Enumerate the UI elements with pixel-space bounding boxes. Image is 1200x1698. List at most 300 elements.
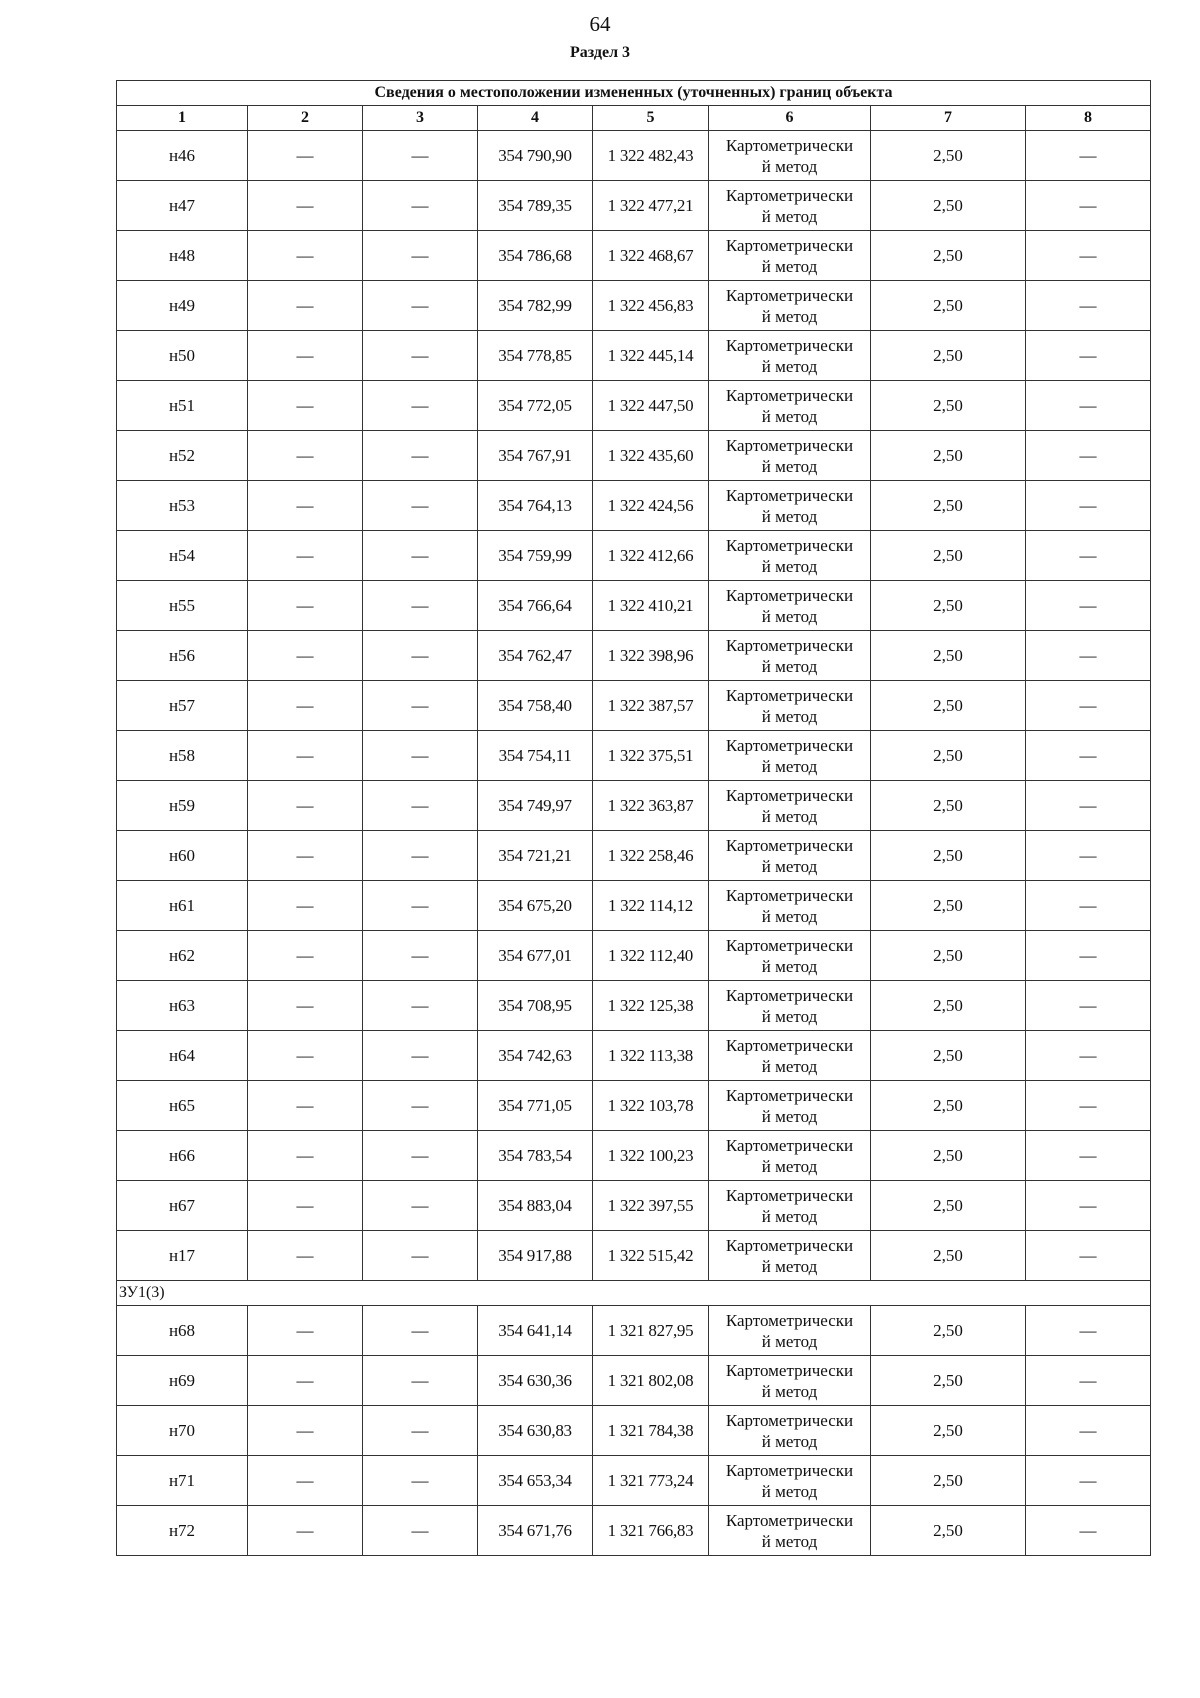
precision-cell: 2,50 <box>871 881 1026 931</box>
method-line-2: й метод <box>761 706 818 726</box>
method-line-1: Картометрически <box>725 135 854 155</box>
empty-dash-cell: — <box>363 1406 478 1456</box>
empty-dash-cell: — <box>1026 831 1151 881</box>
table-row <box>117 1406 1151 1456</box>
y-coordinate-cell: 1 322 410,21 <box>593 581 709 631</box>
method-cell <box>709 531 871 581</box>
column-header: 7 <box>871 106 1026 131</box>
empty-dash-cell: — <box>1026 1181 1151 1231</box>
y-coordinate-cell: 1 322 114,12 <box>593 881 709 931</box>
empty-dash-cell: — <box>248 131 363 181</box>
empty-dash-cell: — <box>363 731 478 781</box>
method-line-1: Картометрически <box>725 1135 854 1155</box>
empty-dash-cell: — <box>363 1356 478 1406</box>
precision-cell: 2,50 <box>871 1181 1026 1231</box>
precision-cell: 2,50 <box>871 581 1026 631</box>
precision-cell: 2,50 <box>871 781 1026 831</box>
empty-dash-cell: — <box>1026 731 1151 781</box>
empty-dash-cell: — <box>248 1231 363 1281</box>
empty-dash-cell: — <box>363 681 478 731</box>
x-coordinate-cell: 354 786,68 <box>478 231 593 281</box>
point-id-cell: н59 <box>117 781 248 831</box>
empty-dash-cell: — <box>248 881 363 931</box>
point-id-cell: н54 <box>117 531 248 581</box>
precision-cell: 2,50 <box>871 331 1026 381</box>
empty-dash-cell: — <box>248 381 363 431</box>
method-line-1: Картометрически <box>725 1360 854 1380</box>
point-id-cell: н57 <box>117 681 248 731</box>
table-row <box>117 981 1151 1031</box>
precision-cell: 2,50 <box>871 1131 1026 1181</box>
method-line-2: й метод <box>761 456 818 476</box>
empty-dash-cell: — <box>1026 881 1151 931</box>
point-id-cell: н47 <box>117 181 248 231</box>
method-line-2: й метод <box>761 156 818 176</box>
empty-dash-cell: — <box>248 1456 363 1506</box>
method-cell <box>709 831 871 881</box>
empty-dash-cell: — <box>248 931 363 981</box>
table-row <box>117 581 1151 631</box>
y-coordinate-cell: 1 322 258,46 <box>593 831 709 881</box>
column-header: 5 <box>593 106 709 131</box>
y-coordinate-cell: 1 322 398,96 <box>593 631 709 681</box>
empty-dash-cell: — <box>363 831 478 881</box>
empty-dash-cell: — <box>363 1031 478 1081</box>
point-id-cell: н48 <box>117 231 248 281</box>
method-cell <box>709 731 871 781</box>
y-coordinate-cell: 1 322 125,38 <box>593 981 709 1031</box>
method-cell <box>709 581 871 631</box>
y-coordinate-cell: 1 322 515,42 <box>593 1231 709 1281</box>
x-coordinate-cell: 354 759,99 <box>478 531 593 581</box>
empty-dash-cell: — <box>363 1181 478 1231</box>
precision-cell: 2,50 <box>871 481 1026 531</box>
column-header-row <box>117 106 1151 131</box>
empty-dash-cell: — <box>248 1131 363 1181</box>
method-line-1: Картометрически <box>725 535 854 555</box>
empty-dash-cell: — <box>1026 381 1151 431</box>
y-coordinate-cell: 1 322 113,38 <box>593 1031 709 1081</box>
precision-cell: 2,50 <box>871 1031 1026 1081</box>
method-line-2: й метод <box>761 906 818 926</box>
column-header: 6 <box>709 106 871 131</box>
y-coordinate-cell: 1 322 375,51 <box>593 731 709 781</box>
x-coordinate-cell: 354 917,88 <box>478 1231 593 1281</box>
empty-dash-cell: — <box>1026 1081 1151 1131</box>
precision-cell: 2,50 <box>871 631 1026 681</box>
empty-dash-cell: — <box>363 931 478 981</box>
precision-cell: 2,50 <box>871 431 1026 481</box>
method-line-2: й метод <box>761 856 818 876</box>
method-line-1: Картометрически <box>725 985 854 1005</box>
empty-dash-cell: — <box>1026 1456 1151 1506</box>
method-cell <box>709 1456 871 1506</box>
table-row <box>117 331 1151 381</box>
y-coordinate-cell: 1 322 100,23 <box>593 1131 709 1181</box>
precision-cell: 2,50 <box>871 831 1026 881</box>
method-line-1: Картометрически <box>725 935 854 955</box>
method-line-1: Картометрически <box>725 1035 854 1055</box>
empty-dash-cell: — <box>1026 1356 1151 1406</box>
table-row <box>117 1506 1151 1556</box>
x-coordinate-cell: 354 754,11 <box>478 731 593 781</box>
empty-dash-cell: — <box>363 1231 478 1281</box>
method-cell <box>709 1356 871 1406</box>
empty-dash-cell: — <box>363 181 478 231</box>
table-row <box>117 1031 1151 1081</box>
empty-dash-cell: — <box>1026 1306 1151 1356</box>
method-line-2: й метод <box>761 206 818 226</box>
table-row <box>117 881 1151 931</box>
empty-dash-cell: — <box>248 481 363 531</box>
x-coordinate-cell: 354 758,40 <box>478 681 593 731</box>
y-coordinate-cell: 1 322 445,14 <box>593 331 709 381</box>
method-cell <box>709 231 871 281</box>
y-coordinate-cell: 1 322 456,83 <box>593 281 709 331</box>
table-row <box>117 431 1151 481</box>
empty-dash-cell: — <box>248 981 363 1031</box>
method-line-2: й метод <box>761 956 818 976</box>
method-line-1: Картометрически <box>725 1510 854 1530</box>
table-row <box>117 1181 1151 1231</box>
method-line-1: Картометрически <box>725 735 854 755</box>
empty-dash-cell: — <box>363 381 478 431</box>
method-cell <box>709 381 871 431</box>
empty-dash-cell: — <box>248 681 363 731</box>
y-coordinate-cell: 1 322 424,56 <box>593 481 709 531</box>
x-coordinate-cell: 354 671,76 <box>478 1506 593 1556</box>
x-coordinate-cell: 354 771,05 <box>478 1081 593 1131</box>
method-cell <box>709 1131 871 1181</box>
method-line-1: Картометрически <box>725 635 854 655</box>
empty-dash-cell: — <box>1026 331 1151 381</box>
empty-dash-cell: — <box>363 881 478 931</box>
method-line-1: Картометрически <box>725 1310 854 1330</box>
empty-dash-cell: — <box>1026 1406 1151 1456</box>
table-row <box>117 181 1151 231</box>
empty-dash-cell: — <box>363 481 478 531</box>
method-line-2: й метод <box>761 1256 818 1276</box>
method-line-1: Картометрически <box>725 1185 854 1205</box>
x-coordinate-cell: 354 778,85 <box>478 331 593 381</box>
empty-dash-cell: — <box>363 631 478 681</box>
empty-dash-cell: — <box>248 431 363 481</box>
empty-dash-cell: — <box>363 1506 478 1556</box>
empty-dash-cell: — <box>1026 1231 1151 1281</box>
y-coordinate-cell: 1 322 412,66 <box>593 531 709 581</box>
method-line-2: й метод <box>761 656 818 676</box>
method-cell <box>709 681 871 731</box>
table-row <box>117 531 1151 581</box>
empty-dash-cell: — <box>1026 631 1151 681</box>
empty-dash-cell: — <box>1026 781 1151 831</box>
x-coordinate-cell: 354 883,04 <box>478 1181 593 1231</box>
x-coordinate-cell: 354 677,01 <box>478 931 593 981</box>
table-row <box>117 631 1151 681</box>
method-line-2: й метод <box>761 1481 818 1501</box>
table-title: Сведения о местоположении измененных (уточненных) границ объекта <box>117 81 1151 106</box>
method-line-2: й метод <box>761 1156 818 1176</box>
method-line-2: й метод <box>761 256 818 276</box>
empty-dash-cell: — <box>1026 1031 1151 1081</box>
y-coordinate-cell: 1 322 387,57 <box>593 681 709 731</box>
precision-cell: 2,50 <box>871 131 1026 181</box>
y-coordinate-cell: 1 322 477,21 <box>593 181 709 231</box>
method-line-1: Картометрически <box>725 285 854 305</box>
subsection-label: ЗУ1(3) <box>117 1281 1151 1306</box>
x-coordinate-cell: 354 766,64 <box>478 581 593 631</box>
empty-dash-cell: — <box>1026 981 1151 1031</box>
method-cell <box>709 181 871 231</box>
precision-cell: 2,50 <box>871 231 1026 281</box>
empty-dash-cell: — <box>248 1031 363 1081</box>
point-id-cell: н64 <box>117 1031 248 1081</box>
y-coordinate-cell: 1 321 784,38 <box>593 1406 709 1456</box>
empty-dash-cell: — <box>1026 531 1151 581</box>
precision-cell: 2,50 <box>871 381 1026 431</box>
empty-dash-cell: — <box>1026 131 1151 181</box>
empty-dash-cell: — <box>363 1456 478 1506</box>
y-coordinate-cell: 1 322 447,50 <box>593 381 709 431</box>
method-cell <box>709 281 871 331</box>
table-row <box>117 1356 1151 1406</box>
x-coordinate-cell: 354 772,05 <box>478 381 593 431</box>
method-line-2: й метод <box>761 756 818 776</box>
empty-dash-cell: — <box>1026 1506 1151 1556</box>
empty-dash-cell: — <box>363 1306 478 1356</box>
method-line-1: Картометрически <box>725 585 854 605</box>
method-line-1: Картометрически <box>725 1410 854 1430</box>
point-id-cell: н68 <box>117 1306 248 1356</box>
table-row <box>117 1131 1151 1181</box>
empty-dash-cell: — <box>248 1506 363 1556</box>
empty-dash-cell: — <box>248 631 363 681</box>
method-cell <box>709 781 871 831</box>
point-id-cell: н58 <box>117 731 248 781</box>
precision-cell: 2,50 <box>871 1356 1026 1406</box>
empty-dash-cell: — <box>363 231 478 281</box>
x-coordinate-cell: 354 708,95 <box>478 981 593 1031</box>
method-line-1: Картометрически <box>725 1235 854 1255</box>
table-row <box>117 931 1151 981</box>
method-cell <box>709 431 871 481</box>
empty-dash-cell: — <box>363 281 478 331</box>
y-coordinate-cell: 1 322 482,43 <box>593 131 709 181</box>
x-coordinate-cell: 354 783,54 <box>478 1131 593 1181</box>
method-cell <box>709 1406 871 1456</box>
y-coordinate-cell: 1 322 468,67 <box>593 231 709 281</box>
method-cell <box>709 1031 871 1081</box>
point-id-cell: н71 <box>117 1456 248 1506</box>
empty-dash-cell: — <box>248 1356 363 1406</box>
empty-dash-cell: — <box>248 1181 363 1231</box>
precision-cell: 2,50 <box>871 531 1026 581</box>
method-line-2: й метод <box>761 1331 818 1351</box>
x-coordinate-cell: 354 749,97 <box>478 781 593 831</box>
precision-cell: 2,50 <box>871 681 1026 731</box>
empty-dash-cell: — <box>363 131 478 181</box>
method-line-2: й метод <box>761 1381 818 1401</box>
x-coordinate-cell: 354 675,20 <box>478 881 593 931</box>
x-coordinate-cell: 354 742,63 <box>478 1031 593 1081</box>
x-coordinate-cell: 354 630,36 <box>478 1356 593 1406</box>
point-id-cell: н52 <box>117 431 248 481</box>
table-row <box>117 781 1151 831</box>
empty-dash-cell: — <box>1026 1131 1151 1181</box>
point-id-cell: н51 <box>117 381 248 431</box>
point-id-cell: н65 <box>117 1081 248 1131</box>
method-line-2: й метод <box>761 606 818 626</box>
point-id-cell: н70 <box>117 1406 248 1456</box>
precision-cell: 2,50 <box>871 281 1026 331</box>
empty-dash-cell: — <box>248 781 363 831</box>
precision-cell: 2,50 <box>871 931 1026 981</box>
y-coordinate-cell: 1 322 112,40 <box>593 931 709 981</box>
column-header: 3 <box>363 106 478 131</box>
empty-dash-cell: — <box>1026 681 1151 731</box>
x-coordinate-cell: 354 653,34 <box>478 1456 593 1506</box>
method-cell <box>709 331 871 381</box>
empty-dash-cell: — <box>1026 431 1151 481</box>
table-row <box>117 1306 1151 1356</box>
x-coordinate-cell: 354 641,14 <box>478 1306 593 1356</box>
point-id-cell: н50 <box>117 331 248 381</box>
point-id-cell: н67 <box>117 1181 248 1231</box>
point-id-cell: н61 <box>117 881 248 931</box>
point-id-cell: н66 <box>117 1131 248 1181</box>
method-line-2: й метод <box>761 506 818 526</box>
method-line-2: й метод <box>761 356 818 376</box>
column-header: 2 <box>248 106 363 131</box>
empty-dash-cell: — <box>363 331 478 381</box>
method-line-2: й метод <box>761 806 818 826</box>
precision-cell: 2,50 <box>871 1406 1026 1456</box>
empty-dash-cell: — <box>363 531 478 581</box>
table-row <box>117 1456 1151 1506</box>
method-line-1: Картометрически <box>725 485 854 505</box>
method-line-2: й метод <box>761 556 818 576</box>
method-line-1: Картометрически <box>725 885 854 905</box>
x-coordinate-cell: 354 762,47 <box>478 631 593 681</box>
empty-dash-cell: — <box>1026 231 1151 281</box>
x-coordinate-cell: 354 630,83 <box>478 1406 593 1456</box>
method-line-1: Картометрически <box>725 385 854 405</box>
table-row <box>117 381 1151 431</box>
empty-dash-cell: — <box>1026 931 1151 981</box>
empty-dash-cell: — <box>363 1081 478 1131</box>
precision-cell: 2,50 <box>871 181 1026 231</box>
method-line-2: й метод <box>761 1006 818 1026</box>
method-line-2: й метод <box>761 1206 818 1226</box>
column-header: 1 <box>117 106 248 131</box>
y-coordinate-cell: 1 321 802,08 <box>593 1356 709 1406</box>
point-id-cell: н63 <box>117 981 248 1031</box>
table-row <box>117 681 1151 731</box>
table-body <box>117 131 1151 1556</box>
y-coordinate-cell: 1 322 397,55 <box>593 1181 709 1231</box>
empty-dash-cell: — <box>248 181 363 231</box>
method-line-1: Картометрически <box>725 1085 854 1105</box>
method-cell <box>709 1231 871 1281</box>
empty-dash-cell: — <box>1026 581 1151 631</box>
point-id-cell: н17 <box>117 1231 248 1281</box>
method-line-1: Картометрически <box>725 685 854 705</box>
empty-dash-cell: — <box>248 731 363 781</box>
empty-dash-cell: — <box>363 781 478 831</box>
y-coordinate-cell: 1 322 435,60 <box>593 431 709 481</box>
method-line-1: Картометрически <box>725 185 854 205</box>
empty-dash-cell: — <box>248 231 363 281</box>
y-coordinate-cell: 1 321 766,83 <box>593 1506 709 1556</box>
empty-dash-cell: — <box>248 581 363 631</box>
method-cell <box>709 931 871 981</box>
method-line-1: Картометрически <box>725 1460 854 1480</box>
empty-dash-cell: — <box>1026 181 1151 231</box>
method-line-1: Картометрически <box>725 835 854 855</box>
empty-dash-cell: — <box>363 581 478 631</box>
table-row <box>117 281 1151 331</box>
empty-dash-cell: — <box>248 1406 363 1456</box>
method-line-1: Картометрически <box>725 435 854 455</box>
table-row <box>117 1081 1151 1131</box>
empty-dash-cell: — <box>363 981 478 1031</box>
x-coordinate-cell: 354 790,90 <box>478 131 593 181</box>
method-cell <box>709 881 871 931</box>
table-row <box>117 731 1151 781</box>
y-coordinate-cell: 1 321 773,24 <box>593 1456 709 1506</box>
empty-dash-cell: — <box>363 431 478 481</box>
method-line-2: й метод <box>761 1056 818 1076</box>
section-title: Раздел 3 <box>569 44 631 61</box>
point-id-cell: н56 <box>117 631 248 681</box>
empty-dash-cell: — <box>1026 481 1151 531</box>
method-cell <box>709 981 871 1031</box>
point-id-cell: н46 <box>117 131 248 181</box>
subsection-row <box>117 1281 1151 1306</box>
point-id-cell: н55 <box>117 581 248 631</box>
x-coordinate-cell: 354 767,91 <box>478 431 593 481</box>
table-row <box>117 481 1151 531</box>
empty-dash-cell: — <box>248 831 363 881</box>
point-id-cell: н49 <box>117 281 248 331</box>
point-id-cell: н62 <box>117 931 248 981</box>
method-cell <box>709 1081 871 1131</box>
precision-cell: 2,50 <box>871 1456 1026 1506</box>
y-coordinate-cell: 1 322 363,87 <box>593 781 709 831</box>
point-id-cell: н69 <box>117 1356 248 1406</box>
x-coordinate-cell: 354 782,99 <box>478 281 593 331</box>
point-id-cell: н60 <box>117 831 248 881</box>
method-line-1: Картометрически <box>725 235 854 255</box>
point-id-cell: н72 <box>117 1506 248 1556</box>
method-line-1: Картометрически <box>725 335 854 355</box>
precision-cell: 2,50 <box>871 1081 1026 1131</box>
method-cell <box>709 1506 871 1556</box>
x-coordinate-cell: 354 764,13 <box>478 481 593 531</box>
precision-cell: 2,50 <box>871 1506 1026 1556</box>
x-coordinate-cell: 354 721,21 <box>478 831 593 881</box>
method-cell <box>709 131 871 181</box>
precision-cell: 2,50 <box>871 1231 1026 1281</box>
empty-dash-cell: — <box>1026 281 1151 331</box>
method-cell <box>709 1181 871 1231</box>
precision-cell: 2,50 <box>871 1306 1026 1356</box>
column-header: 8 <box>1026 106 1151 131</box>
table-row <box>117 1231 1151 1281</box>
method-line-1: Картометрически <box>725 785 854 805</box>
empty-dash-cell: — <box>248 531 363 581</box>
table-row <box>117 231 1151 281</box>
